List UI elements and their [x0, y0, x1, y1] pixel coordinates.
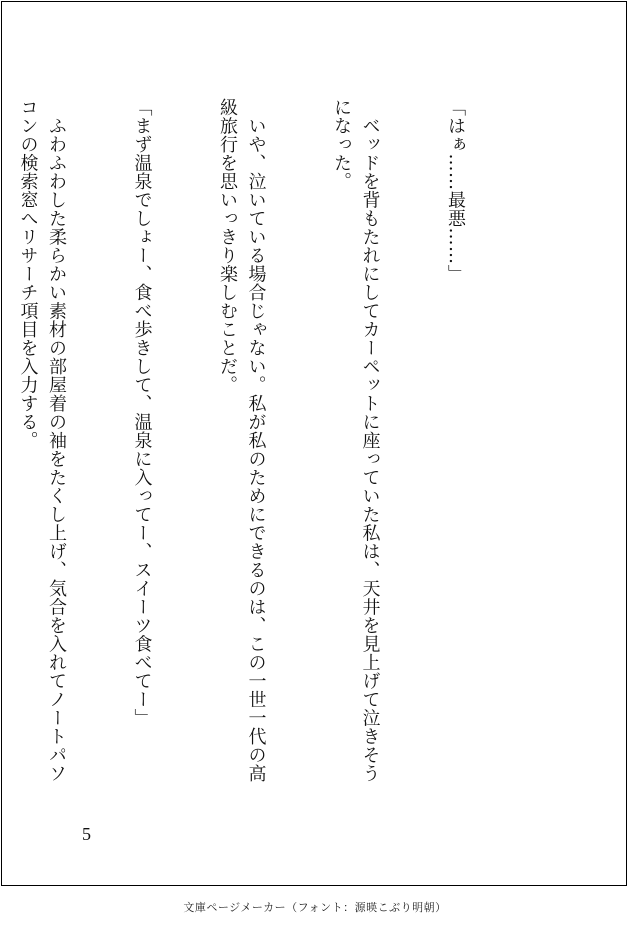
- footer-credit: 文庫ページメーカー（フォント：源暎こぶり明朝）: [183, 901, 447, 914]
- paragraph: 「はぁ……最悪……」: [445, 98, 466, 283]
- body-text: [0, 98, 526, 798]
- paragraph: いや、泣いている場合じゃない。私が私のためにできるのは、この一世一代の高級旅行を思いっきり楽しむことだ。: [217, 98, 267, 783]
- paragraph: ベッドを背もたれにしてカーペットに座っていた私は、天井を見上げて泣きそうになった。: [331, 98, 381, 783]
- paragraph: ふわふわした柔らかい素材の部屋着の袖をたくし上げ、気合を入れてノートパソコンの検索窓へリサーチ項目を入力する。: [17, 98, 67, 783]
- page-number: 5: [82, 824, 91, 844]
- book-page: [1, 1, 627, 886]
- paragraph: 「まず温泉でしょー、食べ歩きして、温泉に入ってー、スイーツ食べてー」: [131, 98, 153, 727]
